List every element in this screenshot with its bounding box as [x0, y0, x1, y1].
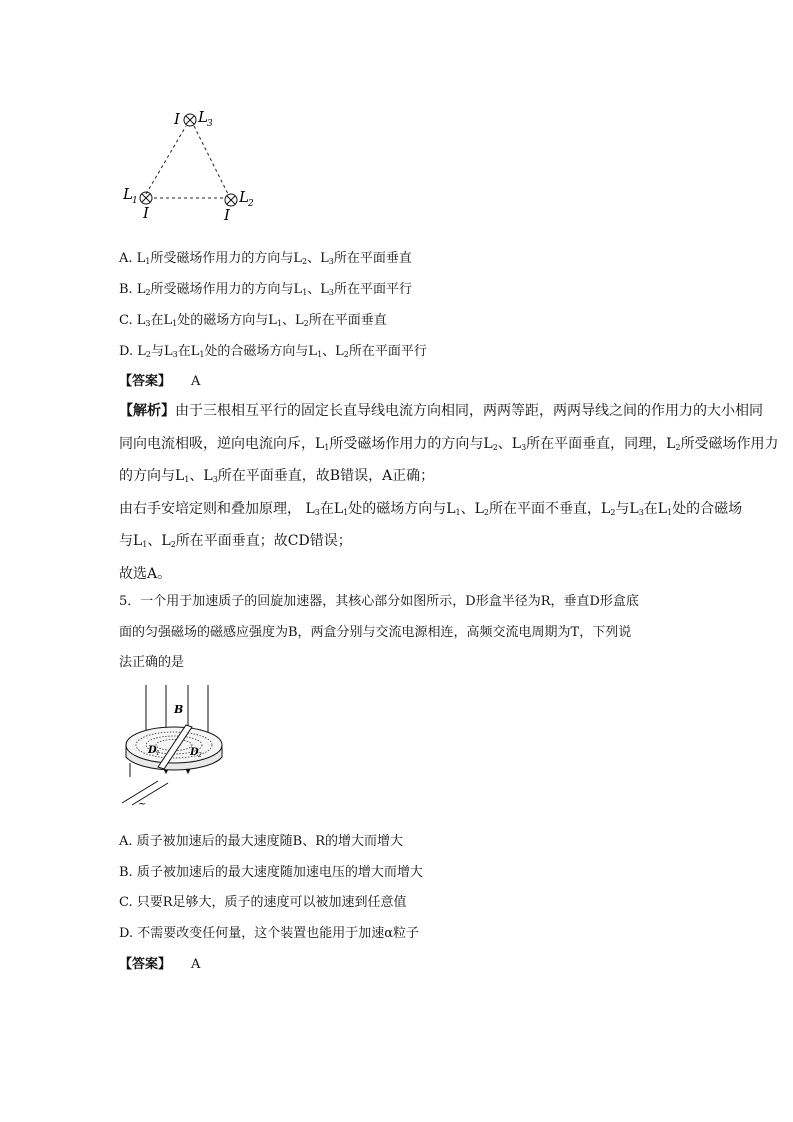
- q5-option-c: C. 只要R足够大，质子的速度可以被加速到任意值: [119, 895, 407, 910]
- three-wires-figure: [118, 102, 268, 227]
- current-label-l1: I: [143, 204, 149, 222]
- wire-label-l3-sub: 3: [207, 119, 213, 129]
- q4-analysis-line-5: 与$L_1$、$L_2$所在平面垂直；故CD错误；: [119, 533, 352, 549]
- d-shaped-boxes: [126, 725, 222, 770]
- q4-option-d: D. $L_2$与$L_3$在$L_1$处的合磁场方向与$L_1$、$L_2$所在平面平行: [119, 344, 427, 359]
- cyclotron-figure: [118, 683, 226, 809]
- q5-answer: 【答案】 A: [119, 957, 201, 972]
- q4-analysis-line-2: 同向电流相吸，逆向电流向斥，$L_1$所受磁场作用力的方向与$L_2$、$L_3$所在平面垂直，同理，$L_2$所受磁场作用力: [119, 436, 779, 452]
- q4-option-b: B. $L_2$所受磁场作用力的方向与$L_1$、$L_3$所在平面平行: [119, 282, 413, 297]
- q5-option-b: B. 质子被加速后的最大速度随加速电压的增大而增大: [119, 865, 423, 880]
- q4-analysis-line-4: 由右手安培定则和叠加原理， $L_3$在$L_1$处的磁场方向与$L_1$、$L_2$所在平面不垂直，$L_2$与$L_3$在$L_1$处的合磁场: [119, 501, 743, 517]
- q4-option-c: C. $L_3$在$L_1$处的磁场方向与$L_1$、$L_2$所在平面垂直: [119, 313, 387, 328]
- dee-label-d2-sub: 2: [198, 752, 202, 759]
- wire-label-l1: L: [123, 185, 133, 203]
- dee-label-d1: D: [148, 745, 157, 756]
- current-label-l2: I: [224, 206, 230, 224]
- dee-label-d1-sub: 1: [156, 750, 160, 757]
- q5-option-a: A. 质子被加速后的最大速度随B、R的增大而增大: [119, 834, 403, 849]
- wire-label-l2-sub: 2: [248, 199, 254, 209]
- q4-analysis-line-3: 的方向与$L_1$、$L_3$所在平面垂直，故B错误，A正确；: [119, 468, 435, 484]
- wire-label-l1-sub: 1: [132, 196, 138, 206]
- wire-label-l2: L: [239, 188, 249, 206]
- dee-label-d2: D: [190, 747, 199, 758]
- wire-label-l3: L: [198, 108, 208, 126]
- current-label-top: I: [174, 110, 180, 128]
- dashed-side-left: [146, 126, 186, 194]
- wire-l3-into-page-icon: [184, 114, 196, 126]
- field-label-b: B: [174, 703, 184, 716]
- ac-source-symbol: ~: [138, 799, 147, 809]
- q4-analysis-line-6: 故选A。: [119, 566, 172, 582]
- q5-stem-line-2: 面的匀强磁场的磁感应强度为B，两盒分别与交流电源相连，高频交流电周期为T，下列说: [119, 625, 632, 640]
- q4-analysis-line-1: 【解析】由于三根相互平行的固定长直导线电流方向相同，两两等距，两两导线之间的作用力的大小相同: [119, 403, 763, 419]
- q5-stem-line-3: 法正确的是: [119, 655, 185, 670]
- q4-option-a: A. $L_1$所受磁场作用力的方向与$L_2$、$L_3$所在平面垂直: [119, 251, 412, 266]
- q5-option-d: D. 不需要改变任何量，这个装置也能用于加速α粒子: [119, 926, 420, 941]
- wire-l2-into-page-icon: [225, 194, 237, 206]
- q4-answer: 【答案】 A: [119, 374, 201, 389]
- q5-stem-line-1: 5．一个用于加速质子的回旋加速器，其核心部分如图所示，D形盒半径为R，垂直D形盒底: [119, 594, 639, 609]
- dashed-side-right: [194, 126, 228, 194]
